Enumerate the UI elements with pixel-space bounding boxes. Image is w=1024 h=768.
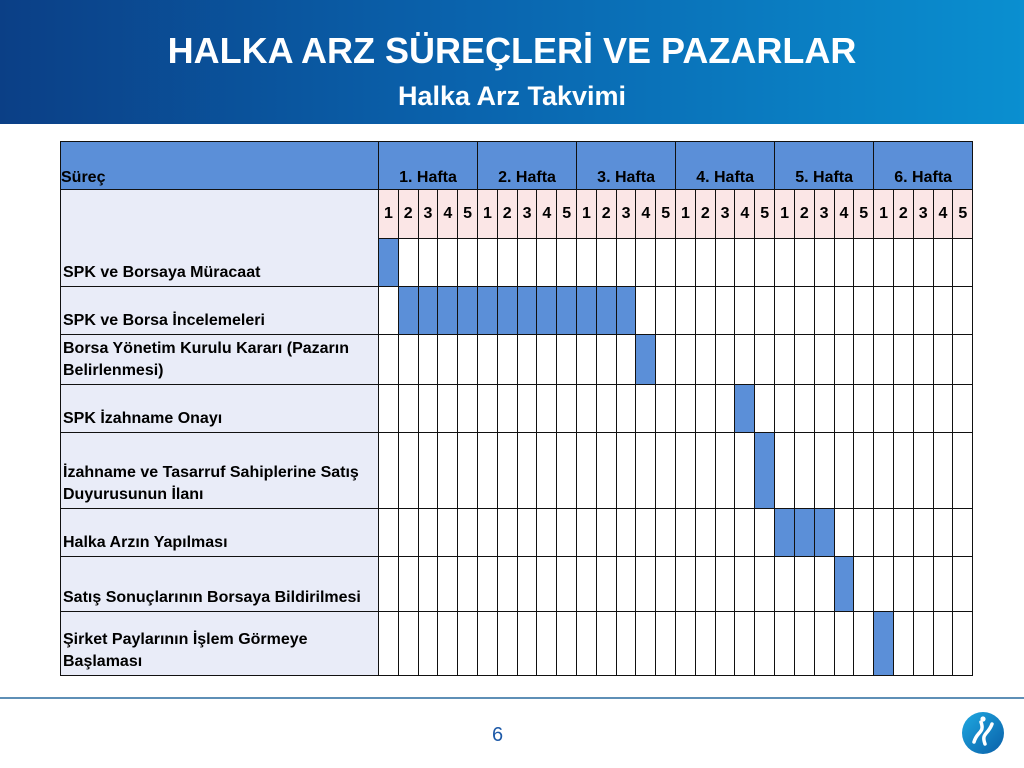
gantt-cell [735, 287, 755, 335]
gantt-cell [854, 509, 874, 557]
gantt-cell [438, 433, 458, 509]
gantt-cell [616, 335, 636, 385]
gantt-cell [695, 239, 715, 287]
gantt-cell [933, 509, 953, 557]
day-number: 3 [517, 190, 537, 239]
gantt-cell [814, 239, 834, 287]
footer-divider [0, 697, 1024, 699]
day-number: 2 [596, 190, 616, 239]
day-number: 2 [893, 190, 913, 239]
gantt-cell [418, 509, 438, 557]
gantt-active-cell [379, 239, 399, 287]
gantt-cell [656, 287, 676, 335]
gantt-cell [398, 433, 418, 509]
gantt-cell [715, 385, 735, 433]
day-number: 3 [418, 190, 438, 239]
slide-header [0, 0, 1024, 124]
gantt-cell [775, 335, 795, 385]
gantt-cell [735, 335, 755, 385]
gantt-cell [517, 557, 537, 612]
gantt-cell [656, 385, 676, 433]
gantt-cell [379, 433, 399, 509]
gantt-active-cell [794, 509, 814, 557]
gantt-cell [497, 385, 517, 433]
day-number: 2 [794, 190, 814, 239]
gantt-cell [616, 385, 636, 433]
gantt-cell [517, 509, 537, 557]
day-number: 2 [398, 190, 418, 239]
gantt-cell [695, 557, 715, 612]
gantt-cell [616, 557, 636, 612]
day-number: 2 [695, 190, 715, 239]
gantt-cell [478, 557, 498, 612]
gantt-cell [874, 287, 894, 335]
gantt-cell [676, 433, 696, 509]
gantt-cell [458, 239, 478, 287]
gantt-cell [537, 557, 557, 612]
gantt-cell [775, 287, 795, 335]
gantt-cell [834, 612, 854, 676]
gantt-cell [656, 612, 676, 676]
week-header: 5. Hafta [775, 142, 874, 190]
gantt-active-cell [537, 287, 557, 335]
slide-title: HALKA ARZ SÜREÇLERİ VE PAZARLAR [167, 30, 857, 71]
gantt-cell [596, 385, 616, 433]
gantt-cell [478, 385, 498, 433]
gantt-cell [913, 612, 933, 676]
gantt-cell [715, 557, 735, 612]
gantt-cell [953, 612, 973, 676]
gantt-cell [933, 335, 953, 385]
process-label: SPK İzahname Onayı [61, 385, 379, 433]
gantt-cell [616, 612, 636, 676]
gantt-cell [458, 612, 478, 676]
gantt-cell [656, 509, 676, 557]
gantt-active-cell [458, 287, 478, 335]
gantt-cell [379, 557, 399, 612]
gantt-cell [775, 612, 795, 676]
gantt-cell [656, 557, 676, 612]
gantt-cell [874, 433, 894, 509]
gantt-cell [913, 557, 933, 612]
gantt-cell [755, 287, 775, 335]
gantt-cell [814, 335, 834, 385]
gantt-cell [695, 612, 715, 676]
gantt-active-cell [478, 287, 498, 335]
gantt-cell [715, 287, 735, 335]
gantt-cell [458, 433, 478, 509]
gantt-cell [794, 557, 814, 612]
gantt-active-cell [814, 509, 834, 557]
gantt-cell [497, 557, 517, 612]
gantt-cell [953, 335, 973, 385]
gantt-cell [398, 612, 418, 676]
gantt-cell [438, 335, 458, 385]
gantt-cell [953, 509, 973, 557]
gantt-cell [854, 557, 874, 612]
gantt-cell [893, 385, 913, 433]
gantt-cell [398, 335, 418, 385]
gantt-cell [557, 557, 577, 612]
gantt-cell [379, 385, 399, 433]
day-number: 5 [854, 190, 874, 239]
gantt-cell [953, 239, 973, 287]
gantt-cell [755, 509, 775, 557]
gantt-cell [418, 433, 438, 509]
day-number: 4 [537, 190, 557, 239]
gantt-cell [497, 612, 517, 676]
gantt-cell [794, 612, 814, 676]
gantt-cell [834, 509, 854, 557]
gantt-cell [577, 612, 597, 676]
gantt-cell [517, 385, 537, 433]
gantt-active-cell [557, 287, 577, 335]
gantt-cell [577, 239, 597, 287]
gantt-cell [438, 239, 458, 287]
gantt-active-cell [636, 335, 656, 385]
gantt-cell [913, 509, 933, 557]
slide-subtitle: Halka Arz Takvimi [397, 81, 627, 111]
gantt-cell [636, 612, 656, 676]
gantt-cell [676, 385, 696, 433]
gantt-cell [636, 239, 656, 287]
gantt-cell [715, 433, 735, 509]
day-number: 3 [616, 190, 636, 239]
week-header: 3. Hafta [577, 142, 676, 190]
gantt-cell [933, 433, 953, 509]
gantt-cell [913, 335, 933, 385]
gantt-active-cell [577, 287, 597, 335]
gantt-cell [953, 287, 973, 335]
day-number: 5 [557, 190, 577, 239]
gantt-cell [398, 557, 418, 612]
gantt-cell [676, 509, 696, 557]
gantt-cell [438, 557, 458, 612]
gantt-cell [636, 385, 656, 433]
gantt-active-cell [497, 287, 517, 335]
gantt-cell [398, 385, 418, 433]
gantt-cell [478, 335, 498, 385]
gantt-cell [676, 287, 696, 335]
gantt-active-cell [418, 287, 438, 335]
gantt-cell [478, 433, 498, 509]
day-number: 1 [874, 190, 894, 239]
day-number: 4 [636, 190, 656, 239]
gantt-cell [478, 612, 498, 676]
gantt-cell [616, 239, 636, 287]
gantt-cell [458, 509, 478, 557]
gantt-cell [735, 433, 755, 509]
gantt-active-cell [834, 557, 854, 612]
gantt-cell [656, 239, 676, 287]
process-label: İzahname ve Tasarruf Sahiplerine Satış Duyurusunun İlanı [61, 433, 379, 509]
day-number: 1 [577, 190, 597, 239]
week-header: 4. Hafta [676, 142, 775, 190]
day-number: 3 [814, 190, 834, 239]
day-number: 4 [834, 190, 854, 239]
gantt-cell [676, 612, 696, 676]
borsa-logo-icon [961, 711, 1005, 755]
gantt-cell [893, 557, 913, 612]
gantt-cell [893, 335, 913, 385]
day-number: 1 [775, 190, 795, 239]
gantt-cell [537, 385, 557, 433]
gantt-cell [874, 385, 894, 433]
gantt-cell [814, 612, 834, 676]
gantt-cell [517, 239, 537, 287]
gantt-cell [893, 509, 913, 557]
gantt-cell [458, 385, 478, 433]
gantt-cell [577, 335, 597, 385]
gantt-cell [557, 612, 577, 676]
gantt-cell [933, 287, 953, 335]
gantt-cell [854, 335, 874, 385]
gantt-cell [834, 335, 854, 385]
gantt-cell [735, 557, 755, 612]
gantt-cell [537, 509, 557, 557]
gantt-cell [854, 612, 874, 676]
gantt-cell [735, 612, 755, 676]
day-number: 5 [458, 190, 478, 239]
gantt-cell [814, 385, 834, 433]
day-number: 4 [735, 190, 755, 239]
gantt-cell [418, 385, 438, 433]
gantt-cell [379, 287, 399, 335]
gantt-cell [913, 287, 933, 335]
gantt-cell [794, 287, 814, 335]
gantt-active-cell [616, 287, 636, 335]
gantt-cell [874, 335, 894, 385]
gantt-cell [775, 433, 795, 509]
gantt-cell [557, 239, 577, 287]
gantt-cell [577, 509, 597, 557]
gantt-cell [577, 433, 597, 509]
day-number: 4 [933, 190, 953, 239]
gantt-cell [893, 612, 913, 676]
gantt-cell [834, 433, 854, 509]
gantt-cell [458, 557, 478, 612]
gantt-cell [379, 612, 399, 676]
gantt-cell [933, 612, 953, 676]
gantt-cell [537, 612, 557, 676]
gantt-cell [794, 433, 814, 509]
gantt-cell [656, 433, 676, 509]
gantt-cell [537, 433, 557, 509]
week-header: 6. Hafta [874, 142, 973, 190]
process-label: Halka Arzın Yapılması [61, 509, 379, 557]
gantt-cell [379, 335, 399, 385]
gantt-active-cell [755, 433, 775, 509]
gantt-cell [676, 557, 696, 612]
gantt-cell [418, 239, 438, 287]
gantt-cell [537, 335, 557, 385]
gantt-cell [418, 557, 438, 612]
gantt-cell [398, 509, 418, 557]
gantt-cell [418, 335, 438, 385]
gantt-cell [933, 385, 953, 433]
gantt-active-cell [874, 612, 894, 676]
gantt-cell [616, 433, 636, 509]
gantt-cell [438, 385, 458, 433]
gantt-cell [933, 557, 953, 612]
gantt-cell [893, 239, 913, 287]
gantt-cell [537, 239, 557, 287]
gantt-cell [557, 509, 577, 557]
gantt-cell [794, 385, 814, 433]
gantt-cell [695, 433, 715, 509]
gantt-cell [794, 335, 814, 385]
gantt-cell [398, 239, 418, 287]
gantt-cell [596, 239, 616, 287]
gantt-cell [953, 557, 973, 612]
day-number: 2 [497, 190, 517, 239]
gantt-cell [596, 335, 616, 385]
gantt-active-cell [517, 287, 537, 335]
gantt-cell [755, 612, 775, 676]
day-number: 4 [438, 190, 458, 239]
gantt-cell [695, 509, 715, 557]
gantt-cell [636, 433, 656, 509]
process-label: Satış Sonuçlarının Borsaya Bildirilmesi [61, 557, 379, 612]
gantt-cell [913, 433, 933, 509]
gantt-cell [834, 239, 854, 287]
gantt-cell [913, 385, 933, 433]
gantt-cell [755, 557, 775, 612]
gantt-cell [557, 433, 577, 509]
gantt-cell [517, 433, 537, 509]
gantt-cell [735, 239, 755, 287]
gantt-cell [755, 385, 775, 433]
day-number: 1 [379, 190, 399, 239]
gantt-cell [893, 287, 913, 335]
gantt-active-cell [735, 385, 755, 433]
gantt-cell [418, 612, 438, 676]
day-number: 3 [913, 190, 933, 239]
gantt-active-cell [775, 509, 795, 557]
gantt-cell [814, 287, 834, 335]
gantt-cell [636, 509, 656, 557]
day-number: 5 [755, 190, 775, 239]
process-label: Şirket Paylarının İşlem Görmeye Başlaması [61, 612, 379, 676]
gantt-cell [596, 557, 616, 612]
day-number: 3 [715, 190, 735, 239]
gantt-cell [596, 509, 616, 557]
gantt-cell [517, 612, 537, 676]
gantt-cell [557, 335, 577, 385]
gantt-cell [695, 335, 715, 385]
gantt-cell [379, 509, 399, 557]
gantt-active-cell [438, 287, 458, 335]
gantt-cell [458, 335, 478, 385]
gantt-cell [953, 385, 973, 433]
gantt-cell [636, 287, 656, 335]
gantt-cell [715, 612, 735, 676]
process-column-header: Süreç [61, 142, 379, 190]
gantt-cell [874, 509, 894, 557]
gantt-cell [913, 239, 933, 287]
gantt-cell [854, 385, 874, 433]
gantt-cell [497, 433, 517, 509]
gantt-cell [775, 557, 795, 612]
gantt-cell [438, 612, 458, 676]
gantt-active-cell [596, 287, 616, 335]
gantt-cell [715, 509, 735, 557]
week-header: 1. Hafta [379, 142, 478, 190]
gantt-cell [695, 385, 715, 433]
gantt-cell [557, 385, 577, 433]
day-number: 1 [478, 190, 498, 239]
gantt-cell [517, 335, 537, 385]
gantt-cell [636, 557, 656, 612]
gantt-cell [854, 433, 874, 509]
gantt-table [60, 141, 973, 676]
process-label: Borsa Yönetim Kurulu Kararı (Pazarın Belirlenmesi) [61, 335, 379, 385]
gantt-cell [676, 239, 696, 287]
day-number: 5 [953, 190, 973, 239]
gantt-cell [794, 239, 814, 287]
page-number: 6 [492, 724, 504, 746]
gantt-cell [715, 239, 735, 287]
process-label: SPK ve Borsa İncelemeleri [61, 287, 379, 335]
gantt-cell [497, 335, 517, 385]
gantt-cell [874, 239, 894, 287]
gantt-cell [577, 385, 597, 433]
gantt-cell [834, 385, 854, 433]
day-number: 1 [676, 190, 696, 239]
week-header: 2. Hafta [478, 142, 577, 190]
gantt-cell [497, 509, 517, 557]
gantt-cell [596, 612, 616, 676]
gantt-cell [735, 509, 755, 557]
gantt-cell [775, 239, 795, 287]
gantt-cell [854, 287, 874, 335]
gantt-cell [478, 239, 498, 287]
gantt-cell [438, 509, 458, 557]
gantt-cell [676, 335, 696, 385]
gantt-cell [933, 239, 953, 287]
gantt-cell [814, 433, 834, 509]
gantt-cell [577, 557, 597, 612]
gantt-cell [755, 239, 775, 287]
gantt-cell [814, 557, 834, 612]
day-number: 5 [656, 190, 676, 239]
gantt-cell [616, 509, 636, 557]
gantt-cell [478, 509, 498, 557]
gantt-cell [596, 433, 616, 509]
gantt-cell [834, 287, 854, 335]
gantt-cell [893, 433, 913, 509]
gantt-cell [755, 335, 775, 385]
gantt-cell [854, 239, 874, 287]
gantt-cell [497, 239, 517, 287]
gantt-cell [715, 335, 735, 385]
gantt-active-cell [398, 287, 418, 335]
process-label: SPK ve Borsaya Müracaat [61, 190, 379, 287]
gantt-cell [953, 433, 973, 509]
gantt-cell [775, 385, 795, 433]
gantt-cell [874, 557, 894, 612]
gantt-cell [656, 335, 676, 385]
gantt-cell [695, 287, 715, 335]
